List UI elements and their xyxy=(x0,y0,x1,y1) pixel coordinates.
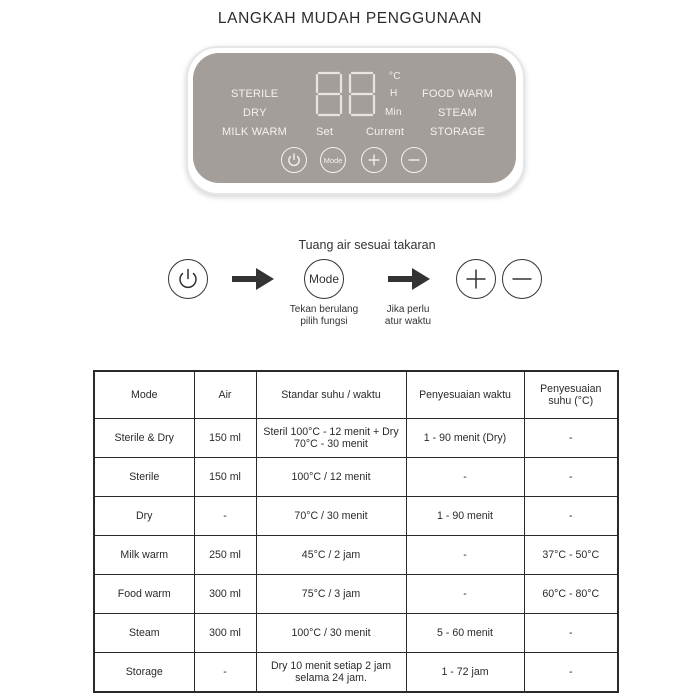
table-row xyxy=(94,497,618,536)
cell-time-adjust: - xyxy=(406,536,524,575)
set-label: Set xyxy=(316,126,334,138)
step-power-button[interactable] xyxy=(168,259,208,299)
unit-celsius-label: °C xyxy=(389,71,401,82)
cell-time-adjust: 1 - 90 menit xyxy=(406,497,524,536)
power-icon xyxy=(169,260,207,298)
step-plus-button[interactable] xyxy=(456,259,496,299)
mode-label-sterile: STERILE xyxy=(231,88,279,100)
table-header-row xyxy=(94,371,618,419)
segment-display-icon xyxy=(314,70,378,120)
step-minus-button[interactable] xyxy=(502,259,542,299)
cell-mode: Food warm xyxy=(94,575,194,614)
panel-mode-button-label: Mode xyxy=(323,155,343,165)
minus-icon xyxy=(402,148,426,172)
cell-time-adjust: - xyxy=(406,575,524,614)
panel-minus-button[interactable] xyxy=(401,147,427,173)
current-label: Current xyxy=(366,126,405,138)
cell-standard: Steril 100°C - 12 menit + Dry 70°C - 30 menit xyxy=(256,419,406,458)
cell-temp-adjust: - xyxy=(524,497,618,536)
table-row xyxy=(94,575,618,614)
arrow-right-icon xyxy=(232,268,274,290)
panel-mode-button[interactable] xyxy=(320,147,346,173)
unit-hour-label: H xyxy=(390,88,398,99)
cell-mode: Sterile & Dry xyxy=(94,419,194,458)
header-mode: Mode xyxy=(94,371,194,419)
mode-label-dry: DRY xyxy=(243,107,267,119)
panel-plus-button[interactable] xyxy=(361,147,387,173)
cell-time-adjust: 1 - 90 menit (Dry) xyxy=(406,419,524,458)
cell-air: 150 ml xyxy=(194,458,256,497)
cell-temp-adjust: - xyxy=(524,653,618,693)
cell-temp-adjust: - xyxy=(524,419,618,458)
cell-temp-adjust: 37°C - 50°C xyxy=(524,536,618,575)
cell-air: 250 ml xyxy=(194,536,256,575)
page-title: LANGKAH MUDAH PENGGUNAAN xyxy=(217,10,483,27)
cell-air: 300 ml xyxy=(194,614,256,653)
mode-label-storage: STORAGE xyxy=(430,126,485,138)
cell-temp-adjust: - xyxy=(524,614,618,653)
cell-air: 300 ml xyxy=(194,575,256,614)
cell-mode: Storage xyxy=(94,653,194,693)
panel-power-button[interactable] xyxy=(281,147,307,173)
table-row xyxy=(94,653,618,693)
instruction-title: Tuang air sesuai takaran xyxy=(298,238,436,252)
cell-air: - xyxy=(194,653,256,693)
cell-time-adjust: - xyxy=(406,458,524,497)
minus-icon xyxy=(503,260,541,298)
cell-mode: Milk warm xyxy=(94,536,194,575)
cell-air: 150 ml xyxy=(194,419,256,458)
arrow-right-icon xyxy=(388,268,430,290)
step-mode-button-label: Mode xyxy=(308,272,340,286)
cell-standard: 100°C / 30 menit xyxy=(256,614,406,653)
cell-standard: 75°C / 3 jam xyxy=(256,575,406,614)
mode-label-steam: STEAM xyxy=(438,107,477,119)
header-standard: Standar suhu / waktu xyxy=(256,371,406,419)
cell-mode: Sterile xyxy=(94,458,194,497)
plus-icon xyxy=(457,260,495,298)
table-row xyxy=(94,536,618,575)
table-row xyxy=(94,614,618,653)
header-air: Air xyxy=(194,371,256,419)
power-icon xyxy=(282,148,306,172)
mode-label-food-warm: FOOD WARM xyxy=(422,88,494,100)
cell-standard: Dry 10 menit setiap 2 jam selama 24 jam. xyxy=(256,653,406,693)
caption-time: Jika perlu atur waktu xyxy=(384,304,432,327)
mode-label-milk-warm: MILK WARM xyxy=(222,126,287,138)
cell-temp-adjust: - xyxy=(524,458,618,497)
caption-mode: Tekan berulang pilih fungsi xyxy=(289,304,359,327)
cell-mode: Dry xyxy=(94,497,194,536)
cell-mode: Steam xyxy=(94,614,194,653)
cell-standard: 100°C / 12 menit xyxy=(256,458,406,497)
cell-time-adjust: 1 - 72 jam xyxy=(406,653,524,693)
cell-air: - xyxy=(194,497,256,536)
cell-temp-adjust: 60°C - 80°C xyxy=(524,575,618,614)
cell-standard: 70°C / 30 menit xyxy=(256,497,406,536)
table-row xyxy=(94,419,618,458)
step-mode-button[interactable] xyxy=(304,259,344,299)
table-row xyxy=(94,458,618,497)
plus-icon xyxy=(362,148,386,172)
header-time-adjust: Penyesuaian waktu xyxy=(406,371,524,419)
cell-time-adjust: 5 - 60 menit xyxy=(406,614,524,653)
header-temp-adjust: Penyesuaian suhu (°C) xyxy=(524,371,618,419)
unit-minute-label: Min xyxy=(385,107,402,118)
cell-standard: 45°C / 2 jam xyxy=(256,536,406,575)
mode-table xyxy=(93,370,619,693)
